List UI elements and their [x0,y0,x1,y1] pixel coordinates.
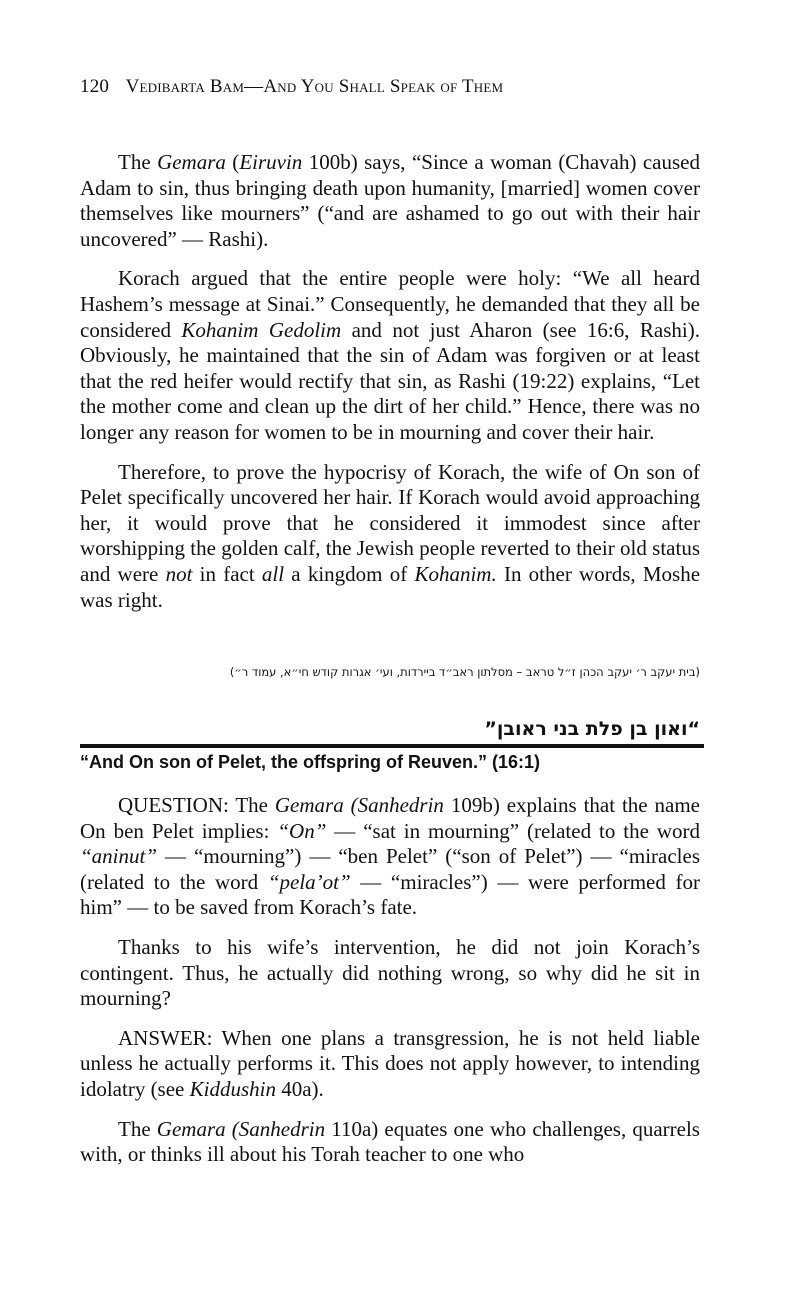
section-heading-hebrew: “ואון בן פלת בני ראובן” [484,718,700,740]
running-header [80,76,503,98]
paragraph: QUESTION: The Gemara (Sanhedrin 109b) explains that the name On ben Pelet implies: “On” — “sat in mourning” (related to the word “aninut” — “mourning”) — “ben Pelet” (“son of Pelet”) — “miracles (related to the word “pela’ot” — “miracles”) — were performed for him” — to be saved from Korach’s fate. [80,793,700,920]
page-number: 120 [80,76,110,97]
body-text-upper [80,150,700,627]
body-text-lower [80,793,700,1182]
paragraph: The Gemara (Sanhedrin 110a) equates one who challenges, quarrels with, or thinks ill about his Torah teacher to one who [80,1116,700,1167]
running-title: Vedibarta Bam—And You Shall Speak of Them [125,76,504,97]
section-heading-english: “And On son of Pelet, the offspring of Reuven.” (16:1) [80,752,541,772]
paragraph: ANSWER: When one plans a transgression, he is not held liable unless he actually performs it. This does not apply however, to intending idolatry (see Kiddushin 40a). [80,1025,700,1101]
paragraph: Korach argued that the entire people were holy: “We all heard Hashem’s message at Sinai.” Consequently, he demanded that they all be considered Kohanim Gedolim and not just Aharon (see 16:6, Rashi). Obviously, he maintained that the sin of Adam was forgiven or at least that the red heifer would rectify that sin, as Rashi (19:22) explains, “Let the mother come and clean up the dirt of her child.” Hence, there was no longer any reason for women to be in mourning and cover their hair. [80,266,700,444]
paragraph: Thanks to his wife’s intervention, he did not join Korach’s contingent. Thus, he actually did nothing wrong, so why did he sit in mourning? [80,934,700,1011]
heading-divider [80,744,704,748]
paragraph: Therefore, to prove the hypocrisy of Korach, the wife of On son of Pelet specifically uncovered her hair. If Korach would avoid approaching her, it would prove that he considered it immodest since after worshipping the golden calf, the Jewish people reverted to their old status and were not in fact all a kingdom of Kohanim. In other words, Moshe was right. [80,459,701,612]
paragraph: The Gemara (Eiruvin 100b) says, “Since a woman (Chavah) caused Adam to sin, thus bringing death upon humanity, [married] women cover themselves like mourners” (“and are ashamed to go out with their hair uncovered” — Rashi). [80,150,701,251]
hebrew-citation: (בית יעקב ר׳ יעקב הכהן ז״ל טראב – מסלתון ראב״ד ביירדות, ועי׳ אגרות קודש חי״א, עמוד ר״) [229,665,700,679]
